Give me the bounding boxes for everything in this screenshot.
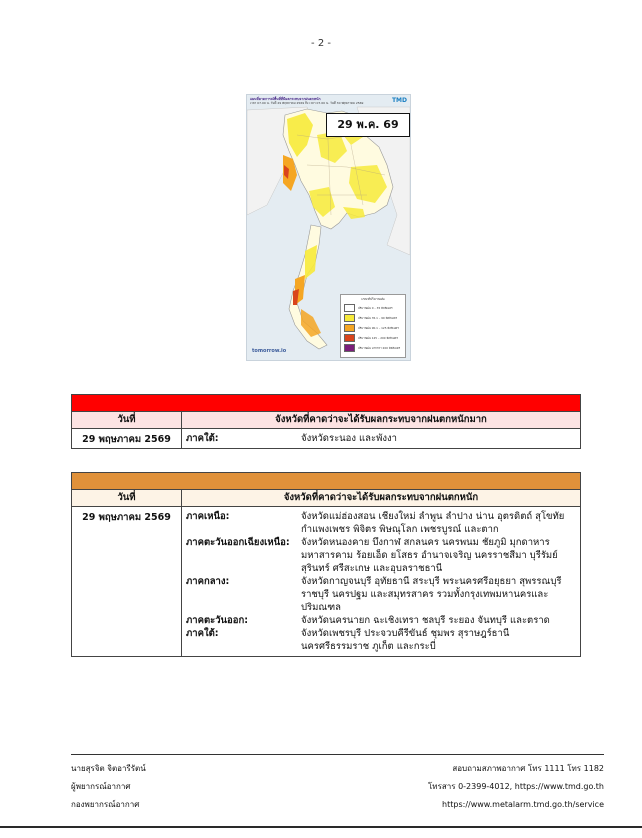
very-heavy-region-name: ภาคใต้: xyxy=(186,433,219,444)
very-heavy-date: 29 พฤษภาคม 2569 xyxy=(72,429,182,449)
tmd-logo: TMD xyxy=(391,97,407,104)
forecaster-division: กองพยากรณ์อากาศ xyxy=(71,800,140,809)
heavy-region-row xyxy=(186,614,576,627)
heavy-region-name: ภาคตะวันออกเฉียงเหนือ: xyxy=(186,537,290,548)
map-header-period: เวลา 07.00 น. วันที่ 29 พฤษภาคม 2569 ถึง เวลา 07.00 น. วันที่ 30 พฤษภาคม 2569 xyxy=(250,101,364,105)
legend-item xyxy=(344,304,402,312)
legend-title: เกณฑ์ปริมาณฝน xyxy=(361,297,385,301)
legend-swatch xyxy=(344,304,355,312)
very-heavy-regions xyxy=(182,429,581,449)
heavy-region-row xyxy=(186,627,576,653)
footer-contact xyxy=(428,760,604,814)
legend-swatch xyxy=(344,344,355,352)
map-header-title: แผนที่คาดการณ์พื้นที่ที่มีผลกระทบจากฝนตกหนัก xyxy=(250,97,321,101)
legend-swatch xyxy=(344,314,355,322)
heavy-region-name: ภาคกลาง: xyxy=(186,576,230,587)
heavy-region-row xyxy=(186,536,576,575)
heavy-region-provinces: จังหวัดหนองคาย บึงกาฬ สกลนคร นครพนม ชัยภูมิ มุกดาหาร มหาสารคาม ร้อยเอ็ด ยโสธร อำนาจเจริญ นครราชสีมา บุรีรัมย์ สุรินทร์ ศรีสะเกษ และอุบลราชธานี xyxy=(301,537,558,574)
legend-swatch xyxy=(344,324,355,332)
heavy-regions xyxy=(182,507,581,657)
tomorrow-io-logo: tomorrow.io xyxy=(252,348,287,354)
heavy-region-provinces: จังหวัดแม่ฮ่องสอน เชียงใหม่ ลำพูน ลำปาง น่าน อุตรดิตถ์ สุโขทัย กำแพงเพชร พิจิตร พิษณุโลก เพชรบูรณ์ และตาก xyxy=(301,511,565,535)
very-heavy-region-provinces: จังหวัดระนอง และพังงา xyxy=(301,433,397,444)
heavy-provinces-header: จังหวัดที่คาดว่าจะได้รับผลกระทบจากฝนตกหนัก xyxy=(182,490,581,507)
heavy-region-provinces: จังหวัดเพชรบุรี ประจวบคีรีขันธ์ ชุมพร สุราษฎร์ธานี นครศรีธรรมราช ภูเก็ต และกระบี่ xyxy=(301,628,510,652)
very-heavy-color-bar xyxy=(72,395,581,412)
heavy-region-name: ภาคเหนือ: xyxy=(186,511,230,522)
heavy-header-row xyxy=(72,490,581,507)
very-heavy-region-row xyxy=(186,432,576,445)
legend-item xyxy=(344,314,402,322)
heavy-region-name: ภาคใต้: xyxy=(186,628,219,639)
very-heavy-date-header: วันที่ xyxy=(72,412,182,429)
legend-swatch xyxy=(344,334,355,342)
heavy-date: 29 พฤษภาคม 2569 xyxy=(72,507,182,657)
very-heavy-header-row xyxy=(72,412,581,429)
legend-label: ปริมาณฝน 125 – 200 มิลลิเมตร xyxy=(358,335,398,340)
legend-item xyxy=(344,344,402,352)
forecaster-title: ผู้พยากรณ์อากาศ xyxy=(71,782,131,791)
heavy-color-bar xyxy=(72,473,581,490)
legend-item xyxy=(344,334,402,342)
heavy-color-cell xyxy=(72,473,581,490)
legend-label: ปริมาณฝน มากกว่า 200 มิลลิเมตร xyxy=(358,345,401,350)
contact-phone: สอบถามสภาพอากาศ โทร 1111 โทร 1182 xyxy=(452,764,604,773)
map-date-badge: 29 พ.ค. 69 xyxy=(326,113,410,137)
map-header xyxy=(250,97,390,105)
footer-divider xyxy=(71,754,604,755)
forecaster-name: นายสุรจิต จิตอารีรัตน์ xyxy=(71,764,146,773)
heavy-region-provinces: จังหวัดกาญจนบุรี อุทัยธานี สระบุรี พระนครศรีอยุธยา สุพรรณบุรี ราชบุรี นครปฐม และสมุทรสาคร รวมทั้งกรุงเทพมหานครและปริมณฑล xyxy=(301,576,562,613)
page-number: - 2 - xyxy=(311,38,331,49)
legend-label: ปริมาณฝน 0 – 35 มิลลิเมตร xyxy=(358,305,393,310)
very-heavy-color-cell xyxy=(72,395,581,412)
contact-service-link[interactable]: https://www.metalarm.tmd.go.th/service xyxy=(442,800,604,809)
map-legend xyxy=(340,294,406,358)
legend-item xyxy=(344,324,402,332)
very-heavy-data-row xyxy=(72,429,581,449)
contact-fax-website: โทรสาร 0-2399-4012, https://www.tmd.go.th xyxy=(428,782,604,791)
very-heavy-provinces-header: จังหวัดที่คาดว่าจะได้รับผลกระทบจากฝนตกหนักมาก xyxy=(182,412,581,429)
footer-forecaster xyxy=(71,760,146,814)
heavy-region-row xyxy=(186,510,576,536)
heavy-region-name: ภาคตะวันออก: xyxy=(186,615,249,626)
heavy-region-row xyxy=(186,575,576,614)
heavy-data-row xyxy=(72,507,581,657)
heavy-region-provinces: จังหวัดนครนายก ฉะเชิงเทรา ชลบุรี ระยอง จันทบุรี และตราด xyxy=(301,615,550,626)
very-heavy-rain-table xyxy=(71,394,581,449)
legend-label: ปริมาณฝน 90.1 – 125 มิลลิเมตร xyxy=(358,325,399,330)
legend-label: ปริมาณฝน 35.1 – 90 มิลลิเมตร xyxy=(358,315,397,320)
page-bottom-bar xyxy=(0,826,642,828)
heavy-rain-table xyxy=(71,472,581,657)
heavy-date-header: วันที่ xyxy=(72,490,182,507)
